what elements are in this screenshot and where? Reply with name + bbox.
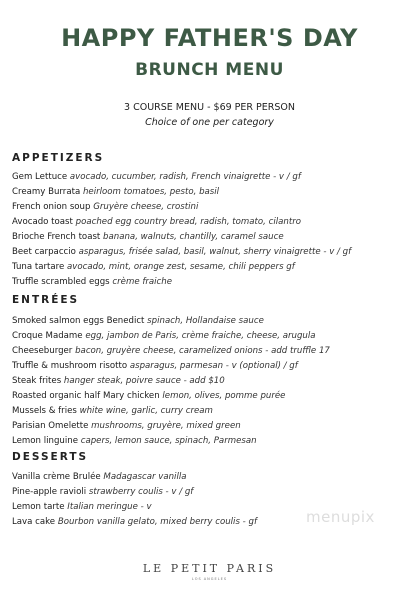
entrees-heading: ENTRÉES bbox=[12, 294, 80, 306]
price-line: 3 COURSE MENU - $69 PER PERSON bbox=[124, 102, 295, 113]
menu-item-name: Lemon tarte bbox=[12, 502, 65, 512]
menu-item bbox=[12, 260, 412, 275]
menu-item bbox=[12, 485, 412, 500]
menu-item-description: crème fraiche bbox=[112, 277, 173, 287]
menu-item bbox=[12, 389, 412, 404]
menu-item bbox=[12, 359, 412, 374]
menu-item bbox=[12, 275, 412, 290]
menu-item-description: bacon, gruyère cheese, caramelized onions - add truffle 17 bbox=[75, 346, 330, 356]
menu-item-description: Bourbon vanilla gelato, mixed berry coulis - gf bbox=[57, 517, 257, 527]
menu-item-description: Madagascar vanilla bbox=[103, 472, 187, 482]
menu-item bbox=[12, 314, 412, 329]
menu-item-description: poached egg country bread, radish, tomato, cilantro bbox=[75, 217, 302, 227]
menu-title: HAPPY FATHER'S DAY bbox=[61, 24, 358, 52]
menu-item-name: Parisian Omelette bbox=[12, 421, 89, 431]
menu-subtitle: BRUNCH MENU bbox=[135, 60, 284, 80]
menu-item-name: Avocado toast bbox=[12, 217, 73, 227]
menu-item-name: Lemon linguine bbox=[12, 436, 78, 446]
watermark-logo: menupix bbox=[306, 508, 375, 526]
menu-item-name: Truffle & mushroom risotto bbox=[12, 361, 128, 371]
menu-item-description: banana, walnuts, chantilly, caramel sauce bbox=[103, 232, 284, 242]
menu-item bbox=[12, 404, 412, 419]
menu-item-description: heirloom tomatoes, pesto, basil bbox=[82, 187, 220, 197]
desserts-heading: DESSERTS bbox=[12, 451, 89, 463]
menu-item-description: avocado, mint, orange zest, sesame, chili peppers gf bbox=[67, 262, 295, 272]
menu-item-name: Smoked salmon eggs Benedict bbox=[12, 316, 145, 326]
restaurant-location: LOS ANGELES bbox=[191, 577, 228, 581]
menu-item bbox=[12, 230, 412, 245]
menu-item-name: Cheeseburger bbox=[12, 346, 73, 356]
menu-item-description: strawberry coulis - v / gf bbox=[88, 487, 194, 497]
appetizers-list bbox=[12, 170, 412, 290]
menu-item-description: egg, jambon de Paris, crème fraiche, cheese, arugula bbox=[85, 331, 316, 341]
menu-item-name: Roasted organic half Mary chicken bbox=[12, 391, 160, 401]
menu-item bbox=[12, 419, 412, 434]
menu-item-name: Mussels & fries bbox=[12, 406, 77, 416]
menu-item-description: hanger steak, poivre sauce - add $10 bbox=[63, 376, 225, 386]
menu-item bbox=[12, 245, 412, 260]
restaurant-logo: LE PETIT PARIS bbox=[142, 562, 277, 575]
menu-item bbox=[12, 170, 412, 185]
menu-item-name: Beet carpaccio bbox=[12, 247, 76, 257]
menu-item bbox=[12, 200, 412, 215]
menu-item-name: Steak frites bbox=[12, 376, 62, 386]
menu-item-name: Pine-apple ravioli bbox=[12, 487, 87, 497]
menu-item-description: spinach, Hollandaise sauce bbox=[147, 316, 264, 326]
menu-item-description: asparagus, parmesan - v (optional) / gf bbox=[129, 361, 298, 371]
menu-item-name: Lava cake bbox=[12, 517, 56, 527]
menu-item bbox=[12, 434, 412, 449]
menu-item-name: Creamy Burrata bbox=[12, 187, 81, 197]
menu-item-description: capers, lemon sauce, spinach, Parmesan bbox=[80, 436, 257, 446]
menu-item-name: French onion soup bbox=[12, 202, 91, 212]
menu-item-name: Gem Lettuce bbox=[12, 172, 68, 182]
menu-item bbox=[12, 215, 412, 230]
entrees-list bbox=[12, 314, 412, 449]
menu-item-name: Croque Madame bbox=[12, 331, 83, 341]
choice-line: Choice of one per category bbox=[145, 117, 274, 128]
menu-item bbox=[12, 344, 412, 359]
menu-item bbox=[12, 329, 412, 344]
menu-item-description: asparagus, frisée salad, basil, walnut, sherry vinaigrette - v / gf bbox=[78, 247, 352, 257]
menu-item-name: Tuna tartare bbox=[12, 262, 65, 272]
menu-item bbox=[12, 470, 412, 485]
menu-item-description: Gruyère cheese, crostini bbox=[93, 202, 199, 212]
appetizers-heading: APPETIZERS bbox=[12, 152, 105, 164]
menu-item-description: mushrooms, gruyère, mixed green bbox=[91, 421, 241, 431]
menu-item-description: avocado, cucumber, radish, French vinaigrette - v / gf bbox=[69, 172, 301, 182]
menu-item bbox=[12, 374, 412, 389]
menu-item bbox=[12, 185, 412, 200]
menu-item-name: Vanilla crème Brulée bbox=[12, 472, 101, 482]
menu-item-description: lemon, olives, pomme purée bbox=[162, 391, 286, 401]
menu-item-name: Truffle scrambled eggs bbox=[12, 277, 110, 287]
menu-item-description: Italian meringue - v bbox=[67, 502, 152, 512]
menu-item-name: Brioche French toast bbox=[12, 232, 101, 242]
menu-item-description: white wine, garlic, curry cream bbox=[79, 406, 213, 416]
